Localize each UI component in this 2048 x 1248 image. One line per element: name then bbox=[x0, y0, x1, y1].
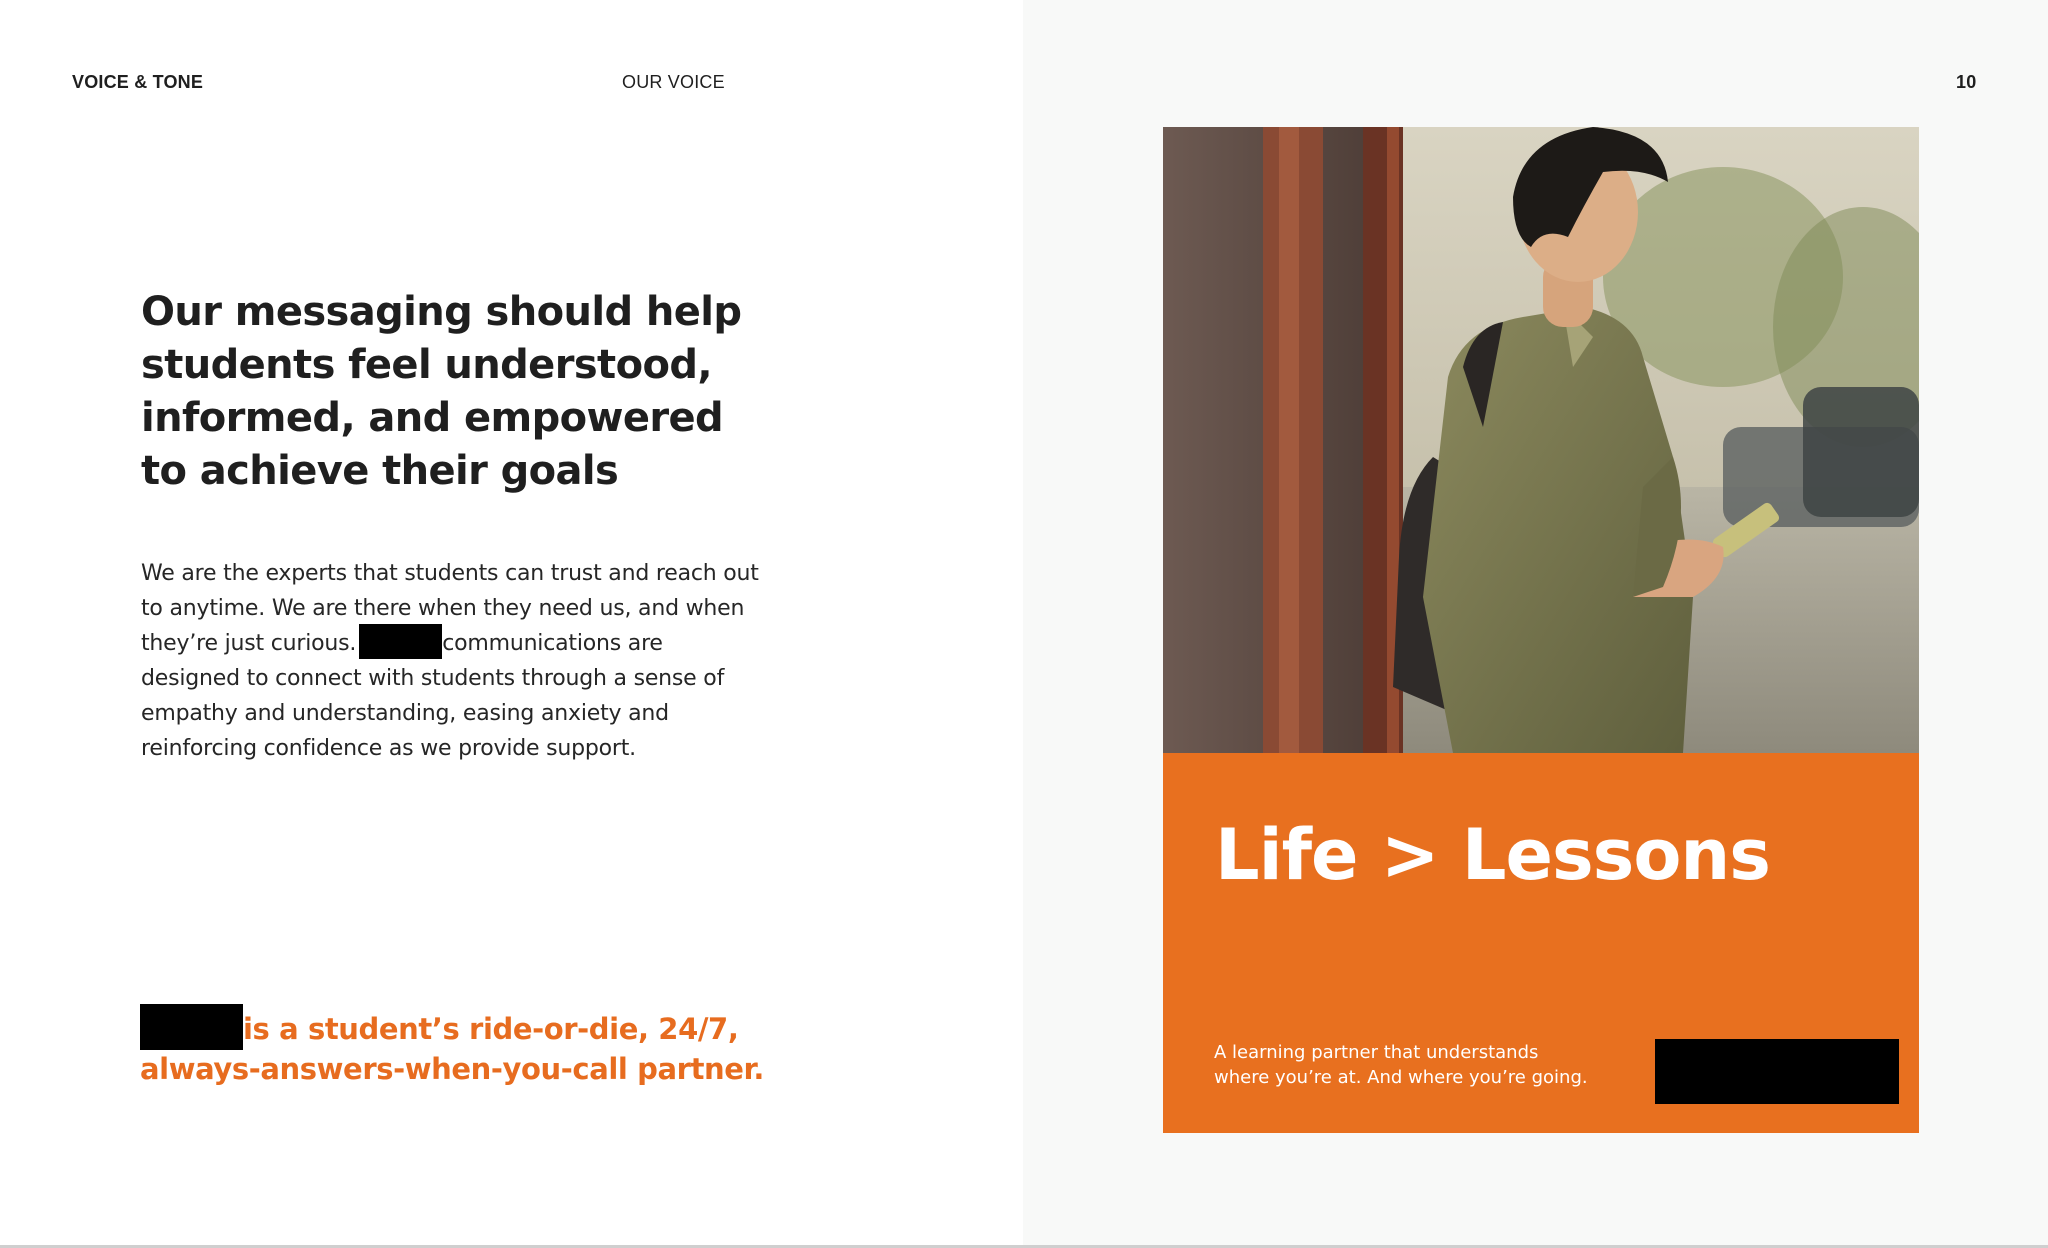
headline bbox=[141, 286, 761, 498]
headline-line: Our messaging should help bbox=[141, 289, 742, 335]
card-subtitle bbox=[1214, 1040, 1614, 1090]
headline-line: to achieve their goals bbox=[141, 448, 619, 494]
tagline-line-2: always-answers-when-you-call partner. bbox=[140, 1052, 764, 1086]
redacted-brand-name bbox=[359, 624, 442, 659]
header-section-label: VOICE & TONE bbox=[72, 72, 204, 92]
redacted-brand-name bbox=[140, 1004, 243, 1050]
tagline-line-1: is a student’s ride-or-die, 24/7, bbox=[243, 1012, 739, 1046]
body-text-end: communications are designed to connect with students through a sense of empathy and understanding, easing anxiety and reinforcing confidence as we provide support. bbox=[141, 631, 725, 761]
header-chapter-label: OUR VOICE bbox=[622, 72, 725, 92]
card-title: Life > Lessons bbox=[1215, 814, 1770, 896]
headline-line: students feel understood, bbox=[141, 342, 712, 388]
page-number: 10 bbox=[1956, 72, 1977, 92]
ad-card bbox=[1163, 127, 1919, 1133]
redacted-logo bbox=[1655, 1039, 1899, 1104]
body-text-start: We are the experts that students can trust and reach out to anytime. We are there when they need us, and when they’re just curious. bbox=[141, 561, 759, 656]
body-paragraph bbox=[141, 556, 761, 766]
card-subtitle-line-2: where you’re at. And where you’re going. bbox=[1214, 1067, 1588, 1088]
student-photo bbox=[1163, 127, 1919, 753]
card-subtitle-line-1: A learning partner that understands bbox=[1214, 1042, 1539, 1063]
brand-tagline bbox=[140, 1010, 840, 1088]
headline-line: informed, and empowered bbox=[141, 395, 724, 441]
